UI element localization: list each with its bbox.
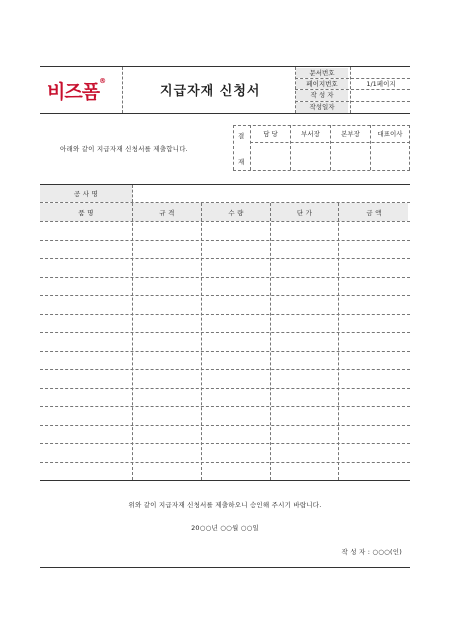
meta-label-page-number: 페이지번호 xyxy=(296,79,348,89)
meta-label-doc-number: 문서번호 xyxy=(296,68,348,78)
intro-text: 아래와 같이 지급자재 신청서를 제출합니다. xyxy=(60,145,188,153)
table-row xyxy=(40,332,410,333)
footer-rule xyxy=(40,567,410,568)
approval-divider xyxy=(409,125,410,170)
approval-col-staff: 담 당 xyxy=(263,130,278,138)
meta-label-date: 작성일자 xyxy=(296,102,348,113)
table-row xyxy=(40,351,410,352)
column-header-spec: 규 격 xyxy=(159,209,175,217)
approval-col-ceo: 대표이사 xyxy=(377,130,403,138)
column-divider xyxy=(270,203,271,480)
meta-label-author: 작 성 자 xyxy=(296,90,348,101)
approval-bottom-rule xyxy=(233,170,410,171)
column-divider xyxy=(338,203,339,480)
logo-divider xyxy=(122,67,123,113)
table-row xyxy=(40,295,410,296)
logo-text: 비즈폼 xyxy=(47,81,100,103)
approval-top-rule xyxy=(233,125,410,126)
project-divider xyxy=(132,185,133,202)
title-top-rule xyxy=(40,66,410,67)
approval-side-bottom: 재 xyxy=(238,158,245,166)
approval-col-dept-head: 부서장 xyxy=(301,130,320,138)
request-date: 20○○년 ○○월 ○○일 xyxy=(191,524,259,532)
table-rule xyxy=(40,221,410,222)
column-header-amount: 금 액 xyxy=(366,209,382,217)
table-row xyxy=(40,258,410,259)
table-bottom-rule xyxy=(40,480,410,481)
table-row xyxy=(40,443,410,444)
approval-side-top: 결 xyxy=(238,132,245,140)
meta-mid-divider xyxy=(350,67,351,113)
table-row xyxy=(40,388,410,389)
closing-statement: 위와 같이 지급자재 신청서를 제출하오니 승인해 주시기 바랍니다. xyxy=(128,501,322,509)
meta-value-date xyxy=(352,102,410,113)
title-bottom-rule xyxy=(40,113,410,114)
column-header-quantity: 수 량 xyxy=(228,209,244,217)
column-divider xyxy=(201,203,202,480)
table-rule xyxy=(40,202,410,203)
meta-value-author xyxy=(352,90,410,101)
table-row xyxy=(40,425,410,426)
column-header-unit-price: 단 가 xyxy=(296,209,313,217)
table-row xyxy=(40,462,410,463)
meta-value-doc-number xyxy=(352,68,410,78)
registered-mark: ® xyxy=(99,77,106,85)
bizforms-logo xyxy=(47,77,105,104)
author-signature: 작 성 자 : ○○○(인) xyxy=(341,548,402,556)
project-label: 공 사 명 xyxy=(74,190,98,198)
approval-divider xyxy=(233,125,234,170)
table-row xyxy=(40,277,410,278)
table-row xyxy=(40,369,410,370)
meta-value-page-number: 1/1페이지 xyxy=(366,80,396,88)
column-divider xyxy=(132,203,133,480)
approval-col-division-head: 본부장 xyxy=(341,130,360,138)
table-row xyxy=(40,314,410,315)
table-row xyxy=(40,240,410,241)
table-row xyxy=(40,406,410,407)
document-title: 지급자재 신청서 xyxy=(160,84,261,99)
column-header-item-name: 품 명 xyxy=(78,209,94,217)
table-top-rule xyxy=(40,184,410,185)
